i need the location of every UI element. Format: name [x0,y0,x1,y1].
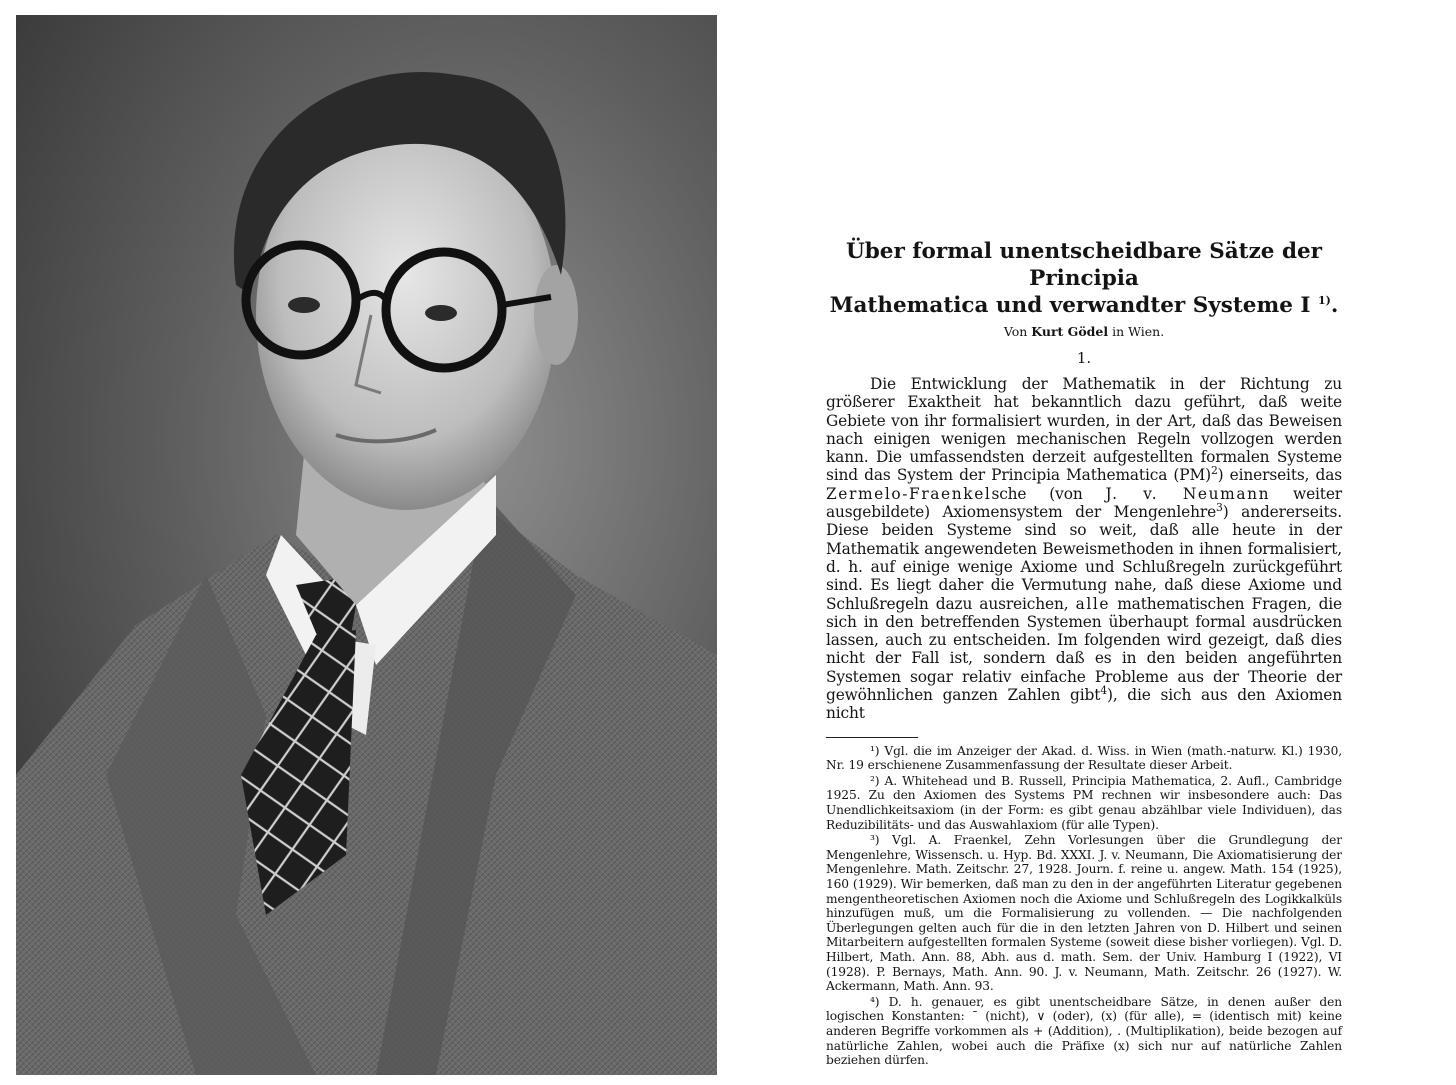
title-line-1: Über formal unentscheidbare Sätze der Principia [846,239,1322,291]
portrait-photo [16,15,717,1075]
author-line [826,324,1342,339]
footnote-1: ¹) Vgl. die im Anzeiger der Akad. d. Wiss. in Wien (math.-naturw. Kl.) 1930, Nr. 19 erschienene Zusammenfassung der Resultate dieser Arbeit. [826,743,1342,773]
footnote-3: ³) Vgl. A. Fraenkel, Zehn Vorlesungen über die Grundlegung der Mengenlehre, Wissensch. u. Hyp. Bd. XXXI. J. v. Neumann, Die Axiomatisierung der Mengenlehre. Math. Zeitschr. 27, 1928. Journ. f. reine u. angew. Math. 154 (1925), 160 (1929). Wir bemerken, daß man zu den in der angeführten Literatur gegebenen mengentheoretischen Axiomen noch die Axiome und Schlußregeln des Logikkalküls hinzufügen muß, um die Formalisierung zu vollenden. — Die nachfolgenden Überlegungen gelten auch für die in den letzten Jahren von D. Hilbert und seinen Mitarbeitern aufgestellten formalen Systeme (soweit diese bisher vorliegen). Vgl. D. Hilbert, Math. Ann. 88, Abh. aus d. math. Sem. der Univ. Hamburg I (1922), VI (1928). P. Bernays, Math. Ann. 90. J. v. Neumann, Math. Zeitschr. 26 (1927). W. Ackermann, Math. Ann. 93. [826,833,1342,994]
footnote-rule [826,737,918,738]
author-prefix: Von [1003,324,1028,339]
paper-page [826,238,1342,1069]
footnote-4: ⁴) D. h. genauer, es gibt unentscheidbare Sätze, in denen außer den logischen Konstanten: ¯ (nicht), ∨ (oder), (x) (für alle), = (identisch mit) keine anderen Begriffe vorkommen als + (Addition), . (Multiplikation), beide bezogen auf natürliche Zahlen, wobei auch die Präfixe (x) sich nur auf natürliche Zahlen beziehen dürfen. [826,994,1342,1068]
title-line-2: Mathematica und verwandter Systeme I [829,293,1311,318]
title-footnote-marker: 1) [1317,293,1331,307]
author-name: Kurt Gödel [1031,324,1109,339]
footnote-2: ²) A. Whitehead und B. Russell, Principia Mathematica, 2. Aufl., Cambridge 1925. Zu den Axiomen des Systems PM rechnen wir insbesondere auch: Das Unendlichkeitsaxiom (in der Form: es gibt genau abzählbar viele Individuen), das Reduzibilitäts- und das Auswahlaxiom (für alle Typen). [826,773,1342,832]
portrait-photograph-icon [16,15,717,1075]
paper-title: Über formal unentscheidbare Sätze der Principia Mathematica und verwandter Systeme I $^{1)}$. [826,238,1342,319]
body-paragraph: Die Entwicklung der Mathematik in der Richtung zu größerer Exaktheit hat bekanntlich dazu geführt, daß weite Gebiete von ihr formalisiert wurden, in der Art, daß das Beweisen nach einigen wenigen mechanischen Regeln vollzogen werden kann. Die umfassendsten derzeit aufgestellten formalen Systeme sind das System der Principia Mathematica (PM)$^2$) einerseits, das Zermelo-Fraenkelsche (von J. v. Neumann weiter ausgebildete) Axiomensystem der Mengenlehre$^3$) andererseits. Diese beiden Systeme sind so weit, daß alle heute in der Mathematik angewendeten Beweismethoden in ihnen formalisiert, d. h. auf einige wenige Axiome und Schlußregeln zurückgeführt sind. Es liegt daher die Vermutung nahe, daß diese Axiome und Schlußregeln dazu ausreichen, alle mathematischen Fragen, die sich in den betreffenden Systemen überhaupt formal ausdrücken lassen, auch zu entscheiden. Im folgenden wird gezeigt, daß dies nicht der Fall ist, sondern daß es in den beiden angeführten Systemen sogar relativ einfache Probleme aus der Theorie der gewöhnlichen ganzen Zahlen gibt$^4$), die sich aus den Axiomen nicht [826,375,1343,723]
author-suffix: in Wien. [1112,324,1165,339]
section-number: 1. [1076,349,1092,367]
